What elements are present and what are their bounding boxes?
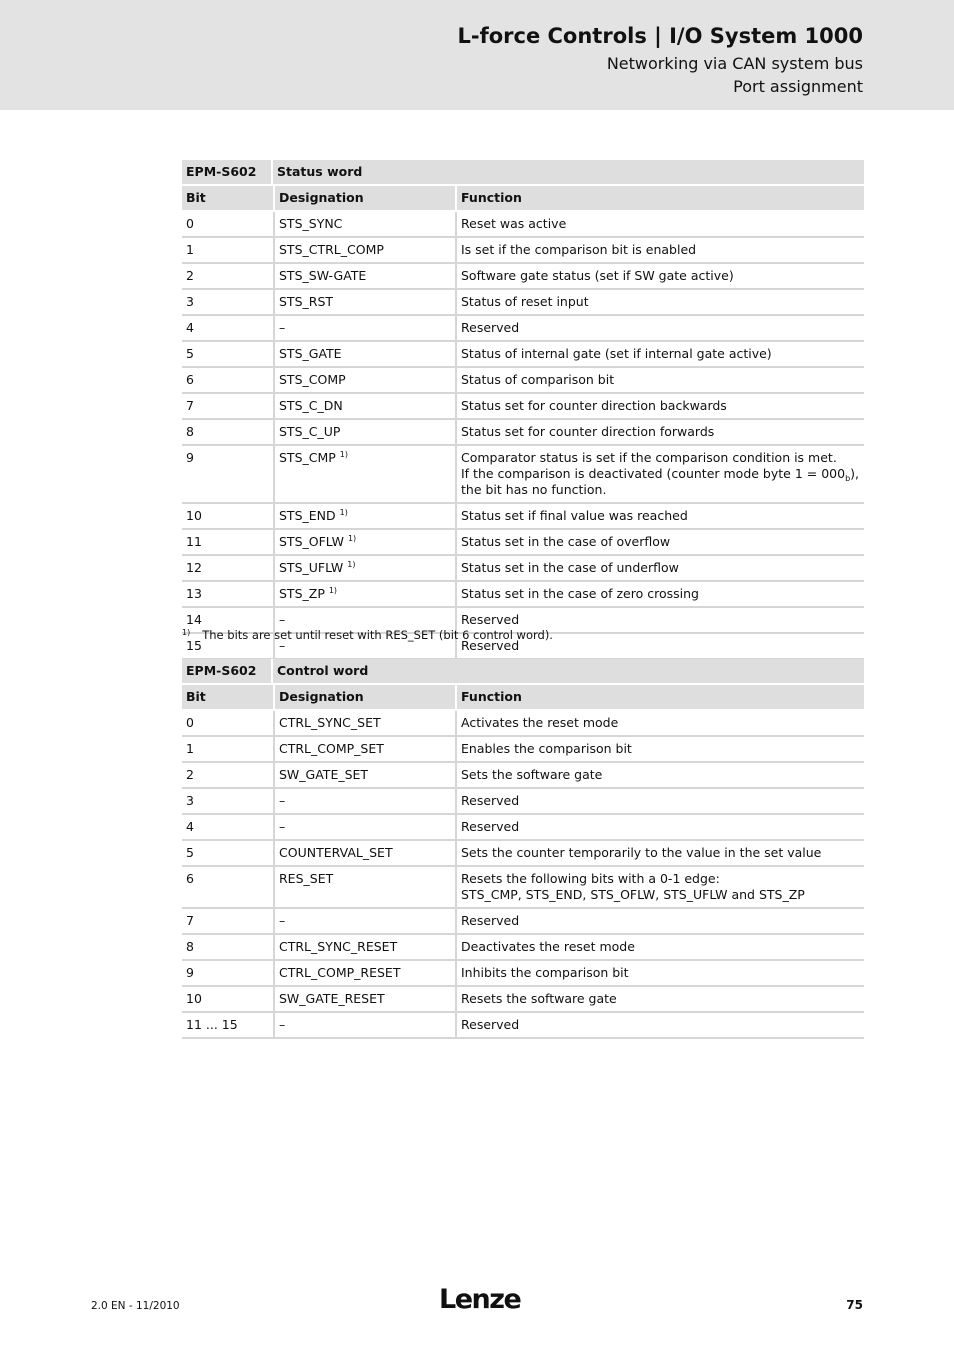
table-header-row	[182, 685, 864, 711]
function-text: Reserved	[461, 612, 520, 627]
table-row	[182, 342, 864, 368]
designation-text: STS_SYNC	[279, 216, 343, 231]
function-text: Sets the counter temporarily to the value in the set value	[461, 845, 822, 860]
table-row	[182, 987, 864, 1013]
column-header-function: Function	[455, 186, 864, 212]
designation-text: STS_END	[279, 508, 336, 523]
function-cell	[455, 264, 864, 290]
designation-cell	[273, 1013, 455, 1039]
function-cell	[455, 368, 864, 394]
bit-cell: 8	[182, 935, 273, 961]
table-row	[182, 290, 864, 316]
document-title: L-force Controls | I/O System 1000	[457, 24, 863, 48]
function-text: Reserved	[461, 793, 520, 808]
column-header-bit: Bit	[182, 186, 273, 212]
function-cell	[455, 582, 864, 608]
table-row	[182, 909, 864, 935]
function-text-continued: If the comparison is deactivated (counter mode byte 1 = 000	[461, 466, 846, 481]
function-text: Is set if the comparison bit is enabled	[461, 242, 697, 257]
designation-text: SW_GATE_RESET	[279, 991, 385, 1006]
designation-cell	[273, 290, 455, 316]
function-text: Activates the reset mode	[461, 715, 619, 730]
table-header-row	[182, 186, 864, 212]
designation-cell	[273, 815, 455, 841]
function-cell	[455, 815, 864, 841]
bit-cell: 7	[182, 394, 273, 420]
bit-cell: 5	[182, 841, 273, 867]
designation-cell	[273, 530, 455, 556]
function-text: Status set for counter direction forwards	[461, 424, 715, 439]
column-header-designation: Designation	[273, 685, 455, 711]
designation-cell	[273, 935, 455, 961]
table-row	[182, 763, 864, 789]
page-header	[0, 0, 954, 110]
bit-cell: 2	[182, 763, 273, 789]
table-row	[182, 368, 864, 394]
table-row	[182, 582, 864, 608]
designation-cell	[273, 909, 455, 935]
function-cell	[455, 987, 864, 1013]
function-text: Status of internal gate (set if internal gate active)	[461, 346, 772, 361]
function-text: Status set in the case of underflow	[461, 560, 679, 575]
table-row	[182, 530, 864, 556]
function-cell	[455, 316, 864, 342]
designation-text: STS_COMP	[279, 372, 346, 387]
table-row	[182, 238, 864, 264]
function-cell	[455, 1013, 864, 1039]
bit-cell: 8	[182, 420, 273, 446]
bit-cell: 3	[182, 290, 273, 316]
section-title: Port assignment	[733, 77, 863, 96]
table-title-row	[182, 160, 864, 186]
function-cell	[455, 556, 864, 582]
bit-cell: 9	[182, 446, 273, 504]
function-text: Status set if final value was reached	[461, 508, 688, 523]
function-cell	[455, 238, 864, 264]
function-text: Deactivates the reset mode	[461, 939, 635, 954]
function-text: Reserved	[461, 638, 520, 653]
designation-text: –	[279, 638, 286, 653]
bit-cell: 3	[182, 789, 273, 815]
designation-cell	[273, 420, 455, 446]
footnote-reference: 1)	[339, 450, 349, 459]
bit-cell: 6	[182, 368, 273, 394]
table-row	[182, 737, 864, 763]
designation-text: STS_OFLW	[279, 534, 344, 549]
function-cell	[455, 504, 864, 530]
designation-cell	[273, 961, 455, 987]
bit-cell: 6	[182, 867, 273, 909]
function-text: Sets the software gate	[461, 767, 603, 782]
function-text: Reserved	[461, 819, 520, 834]
function-text: Reserved	[461, 1017, 520, 1032]
chapter-title: Networking via CAN system bus	[606, 54, 863, 73]
table-row	[182, 446, 864, 504]
designation-text: STS_CMP	[279, 450, 336, 465]
designation-cell	[273, 342, 455, 368]
bit-cell: 11 ... 15	[182, 1013, 273, 1039]
designation-cell	[273, 841, 455, 867]
bit-cell: 0	[182, 212, 273, 238]
table-row	[182, 264, 864, 290]
function-cell	[455, 763, 864, 789]
designation-text: –	[279, 1017, 286, 1032]
bit-cell: 1	[182, 737, 273, 763]
table-row	[182, 1013, 864, 1039]
designation-text: –	[279, 320, 286, 335]
designation-cell	[273, 867, 455, 909]
function-cell	[455, 530, 864, 556]
table-row	[182, 841, 864, 867]
function-cell	[455, 909, 864, 935]
table-tag: EPM-S602	[182, 659, 273, 685]
function-text: Reset was active	[461, 216, 567, 231]
table-title-row	[182, 659, 864, 685]
bit-cell: 12	[182, 556, 273, 582]
designation-text: RES_SET	[279, 871, 334, 886]
designation-text: STS_C_UP	[279, 424, 341, 439]
function-cell	[455, 290, 864, 316]
function-cell	[455, 446, 864, 504]
designation-cell	[273, 316, 455, 342]
designation-text: COUNTERVAL_SET	[279, 845, 393, 860]
bit-cell: 7	[182, 909, 273, 935]
function-text-continued: STS_CMP, STS_END, STS_OFLW, STS_UFLW and STS_ZP	[461, 887, 805, 902]
bit-cell: 10	[182, 987, 273, 1013]
designation-text: STS_UFLW	[279, 560, 344, 575]
function-text: Comparator status is set if the comparison condition is met.	[461, 450, 837, 465]
bit-cell: 2	[182, 264, 273, 290]
table-row	[182, 316, 864, 342]
footnote	[182, 628, 553, 642]
function-text: Resets the software gate	[461, 991, 617, 1006]
function-text: Reserved	[461, 913, 520, 928]
table-row	[182, 867, 864, 909]
function-cell	[455, 841, 864, 867]
bit-cell: 0	[182, 711, 273, 737]
designation-text: STS_GATE	[279, 346, 342, 361]
function-cell	[455, 935, 864, 961]
table-row	[182, 961, 864, 987]
table-title: Control word	[273, 659, 864, 685]
table-row	[182, 711, 864, 737]
function-cell	[455, 212, 864, 238]
designation-cell	[273, 763, 455, 789]
footnote-reference: 1)	[347, 560, 356, 569]
designation-text: CTRL_COMP_RESET	[279, 965, 401, 980]
designation-cell	[273, 582, 455, 608]
function-cell	[455, 711, 864, 737]
footnote-reference: 1)	[328, 586, 338, 595]
designation-cell	[273, 789, 455, 815]
function-cell	[455, 394, 864, 420]
designation-cell	[273, 556, 455, 582]
function-text: Status of reset input	[461, 294, 589, 309]
table-row	[182, 212, 864, 238]
table-row	[182, 789, 864, 815]
table-title: Status word	[273, 160, 864, 186]
bit-cell: 1	[182, 238, 273, 264]
designation-text: STS_ZP	[279, 586, 325, 601]
designation-text: –	[279, 793, 286, 808]
designation-text: STS_C_DN	[279, 398, 343, 413]
table-row	[182, 815, 864, 841]
control-word-table	[182, 659, 864, 1039]
table-row	[182, 504, 864, 530]
footnote-reference: 1)	[339, 508, 348, 517]
bit-cell: 11	[182, 530, 273, 556]
table-tag: EPM-S602	[182, 160, 273, 186]
function-text: Status set for counter direction backwards	[461, 398, 727, 413]
function-cell	[455, 867, 864, 909]
designation-cell	[273, 212, 455, 238]
function-cell	[455, 342, 864, 368]
designation-cell	[273, 368, 455, 394]
bit-cell: 4	[182, 316, 273, 342]
table-row	[182, 935, 864, 961]
designation-text: STS_SW-GATE	[279, 268, 367, 283]
function-text: Inhibits the comparison bit	[461, 965, 629, 980]
designation-cell	[273, 737, 455, 763]
column-header-function: Function	[455, 685, 864, 711]
designation-text: –	[279, 913, 286, 928]
function-cell	[455, 420, 864, 446]
designation-cell	[273, 711, 455, 737]
footnote-text: The bits are set until reset with RES_SET (bit 6 control word).	[202, 628, 553, 642]
designation-text: CTRL_SYNC_SET	[279, 715, 381, 730]
function-text: Status set in the case of zero crossing	[461, 586, 699, 601]
designation-cell	[273, 394, 455, 420]
function-cell	[455, 737, 864, 763]
footnote-mark: 1)	[182, 628, 191, 637]
designation-text: STS_CTRL_COMP	[279, 242, 384, 257]
bit-cell: 13	[182, 582, 273, 608]
function-text: Software gate status (set if SW gate active)	[461, 268, 734, 283]
function-text: Enables the comparison bit	[461, 741, 632, 756]
designation-text: –	[279, 819, 286, 834]
bit-cell: 4	[182, 815, 273, 841]
bit-cell: 9	[182, 961, 273, 987]
designation-cell	[273, 264, 455, 290]
function-cell	[455, 789, 864, 815]
table-row	[182, 394, 864, 420]
column-header-bit: Bit	[182, 685, 273, 711]
designation-cell	[273, 446, 455, 504]
designation-cell	[273, 504, 455, 530]
table-row	[182, 556, 864, 582]
function-text: Status of comparison bit	[461, 372, 615, 387]
lenze-logo: Lenze	[439, 1284, 521, 1315]
bit-cell: 15	[182, 634, 273, 660]
function-text: Reserved	[461, 320, 520, 335]
binary-subscript: b	[845, 474, 851, 483]
bit-cell: 14	[182, 608, 273, 634]
designation-text: SW_GATE_SET	[279, 767, 369, 782]
designation-text: –	[279, 612, 286, 627]
footnote-reference: 1)	[347, 534, 357, 543]
function-cell	[455, 961, 864, 987]
designation-text: CTRL_COMP_SET	[279, 741, 384, 756]
page-number: 75	[846, 1298, 863, 1312]
designation-cell	[273, 238, 455, 264]
table-row	[182, 420, 864, 446]
function-text-end: ), the bit has no function.	[461, 466, 859, 497]
bit-cell: 10	[182, 504, 273, 530]
column-header-designation: Designation	[273, 186, 455, 212]
function-text: Resets the following bits with a 0-1 edge:	[461, 871, 720, 886]
designation-text: STS_RST	[279, 294, 334, 309]
designation-cell	[273, 987, 455, 1013]
function-text: Status set in the case of overflow	[461, 534, 671, 549]
bit-cell: 5	[182, 342, 273, 368]
status-word-table	[182, 160, 864, 660]
document-version: 2.0 EN - 11/2010	[91, 1300, 180, 1312]
designation-text: CTRL_SYNC_RESET	[279, 939, 398, 954]
